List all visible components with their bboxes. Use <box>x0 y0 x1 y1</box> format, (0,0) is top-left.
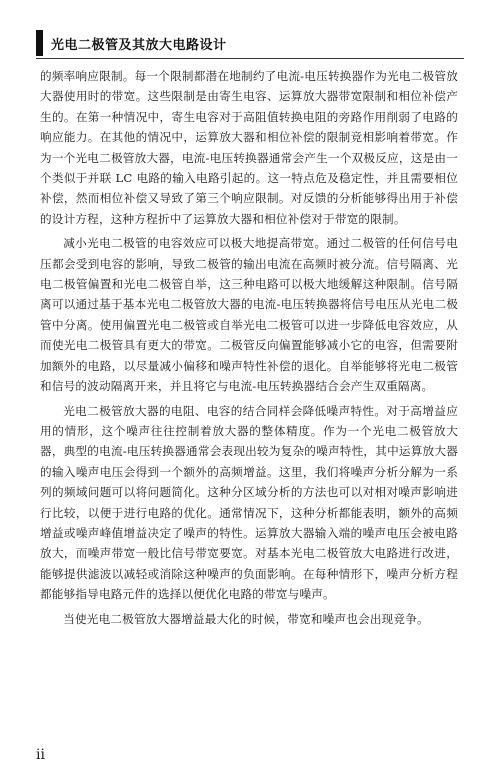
paragraph-3: 光电二极管放大器的电阻、电容的结合同样会降低噪声特性。对于高增益应用的情形，这个噪声往往控制着放大器的整体精度。作为一个光电二极管放大器，典型的电流-电压转换器通常会表现出较为复杂的噪声特性，其中运算放大器的输入噪声电压会得到一个额外的高频增益。这里，我们将噪声分析分解为一系列的频域问题可以将问题简化。这种分区域分析的方法也可以对相对噪声影响进行比较，以便于进行电路的优化。通常情况下，这种分析都能表明，额外的高频增益或噪声峰值增益决定了噪声的特性。运算放大器输入端的噪声电压会被电路放大，而噪声带宽一般比信号带宽要宽。对基本光电二极管放大电路进行改进，能够提供滤波以减轻或消除这种噪声的负面影响。在每种情形下，噪声分析方程都能够指导电路元件的选择以便优化电路的带宽与噪声。 <box>40 403 458 602</box>
header-title: 光电二极管及其放大电路设计 <box>51 37 227 53</box>
header-bar-mark <box>36 30 43 56</box>
header-rule <box>36 58 464 59</box>
paragraph-4: 当使光电二极管放大器增益最大化的时候，带宽和噪声也会出现竞争。 <box>63 611 429 626</box>
page-number: ii <box>36 747 45 763</box>
running-header <box>36 30 227 56</box>
paragraph-2: 减小光电二极管的电容效应可以极大地提高带宽。通过二极管的任何信号电压都会受到电容的影响，导致二极管的输出电流在高频时被分流。信号隔离、光电二极管偏置和光电二极管自举，这三种电路可以极大地缓解这种限制。信号隔离可以通过基于基本光电二极管放大器的电流-电压转换器将信号电压从光电二极管中分离。使用偏置光电二极管或自举光电二极管可以进一步降低电容效应，从而使光电二极管具有更大的带宽。二极管反向偏置能够减小它的电容，但需要附加额外的电路，以尽量减小偏移和噪声特性补偿的退化。自举能够将光电二极管和信号的波动隔离开来，并且将它与电流-电压转换器结合会产生双重隔离。 <box>40 236 458 394</box>
body-text <box>40 66 458 633</box>
paragraph-1: 的频率响应限制。每一个限制都潜在地制约了电流-电压转换器作为光电二极管放大器使用时的带宽。这些限制是由寄生电容、运算放大器带宽限制和相位补偿产生的。在第一种情况中，寄生电容对于高阻值转换电阻的旁路作用削弱了电路的响应能力。在其他的情况中，运算放大器和相位补偿的限制竞相影响着带宽。作为一个光电二极管放大器，电流-电压转换器通常会产生一个双极反应，这是由一个类似于并联 LC 电路的输入电路引起的。这一特点危及稳定性，并且需要相位补偿，然而相位补偿又导致了第三个响应限制。对反馈的分析能够得出用于补偿的设计方程，这种方程折中了运算放大器和相位补偿对于带宽的限制。 <box>40 69 458 226</box>
